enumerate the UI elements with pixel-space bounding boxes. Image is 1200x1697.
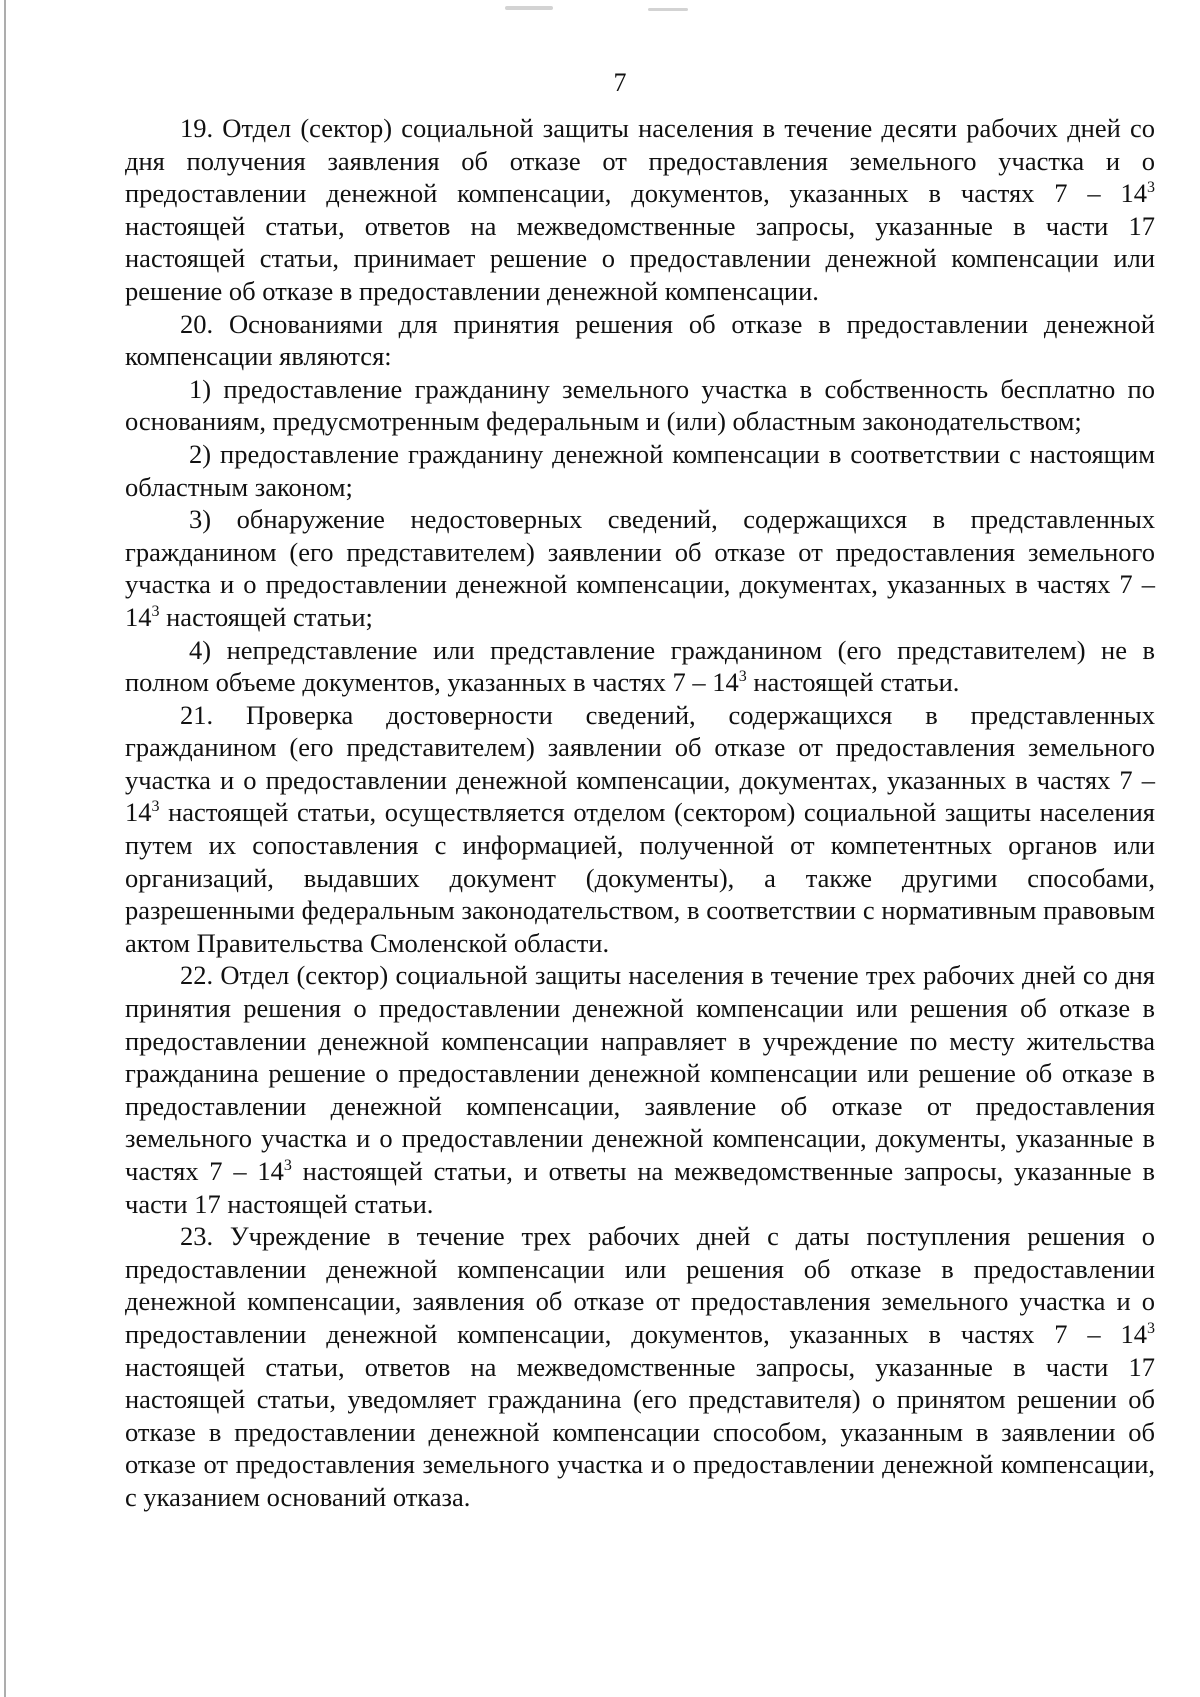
- paragraph-19: 19. Отдел (сектор) социальной защиты населения в течение десяти рабочих дней со дня получения заявления об отказе от предоставления земельного участка и о предоставлении денежной компенсации, документов, указанных в частях $7 - 14^3$ настоящей статьи, ответов на межведомственные запросы, указанные в части 17 настоящей статьи, принимает решение о предоставлении денежной компенсации или решение об отказе в предоставлении денежной компенсации.: [125, 113, 1155, 306]
- scan-artifact: [648, 8, 688, 11]
- paragraph-20-item-3: 3) обнаружение недостоверных сведений, содержащихся в представленных гражданином (его представителем) заявлении об отказе от предоставления земельного участка и о предоставлении денежной компенсации, документах, указанных в частях $7 - 14^3$ настоящей статьи;: [125, 504, 1155, 632]
- paragraph-20-item-2: 2) предоставление гражданину денежной компенсации в соответствии с настоящим областным законом;: [125, 438, 1155, 502]
- paragraph-20-item-4: 4) непредставление или представление гражданином (его представителем) не в полном объеме документов, указанных в частях $7 - 14^3$ настоящей статьи.: [125, 634, 1155, 698]
- page-number: 7: [613, 68, 627, 97]
- paragraph-21: 21. Проверка достоверности сведений, содержащихся в представленных гражданином (его представителем) заявлении об отказе от предоставления земельного участка и о предоставлении денежной компенсации, документах, указанных в частях $7 - 14^3$ настоящей статьи, осуществляется отделом (сектором) социальной защиты населения путем их сопоставления с информацией, полученной от компетентных органов или организаций, выдавших документ (документы), а также другими способами, разрешенными федеральным законодательством, в соответствии с нормативным правовым актом Правительства Смоленской области.: [125, 699, 1155, 958]
- paragraph-22: 22. Отдел (сектор) социальной защиты населения в течение трех рабочих дней со дня принятия решения о предоставлении денежной компенсации или решения об отказе в предоставлении денежной компенсации направляет в учреждение по месту жительства гражданина решение о предоставлении денежной компенсации или решение об отказе в предоставлении денежной компенсации, заявление об отказе от предоставления земельного участка и о предоставлении денежной компенсации, документы, указанные в частях $7 - 14^3$ настоящей статьи, и ответы на межведомственные запросы, указанные в части 17 настоящей статьи.: [125, 960, 1155, 1219]
- scan-left-edge: [4, 0, 6, 1697]
- document-body: [125, 112, 1155, 1514]
- scan-artifact: [505, 6, 553, 10]
- paragraph-20: 20. Основаниями для принятия решения об отказе в предоставлении денежной компенсации являются:: [125, 308, 1155, 372]
- paragraph-20-item-1: 1) предоставление гражданину земельного участка в собственность бесплатно по основаниям, предусмотренным федеральным и (или) областным законодательством;: [125, 373, 1155, 437]
- paragraph-23: 23. Учреждение в течение трех рабочих дней с даты поступления решения о предоставлении денежной компенсации или решения об отказе в предоставлении денежной компенсации, заявления об отказе от предоставления земельного участка и о предоставлении денежной компенсации, документов, указанных в частях $7 - 14^3$ настоящей статьи, ответов на межведомственные запросы, указанные в части 17 настоящей статьи, уведомляет гражданина (его представителя) о принятом решении об отказе в предоставлении денежной компенсации способом, указанным в заявлении об отказе от предоставления земельного участка и о предоставлении денежной компенсации, с указанием оснований отказа.: [125, 1221, 1155, 1512]
